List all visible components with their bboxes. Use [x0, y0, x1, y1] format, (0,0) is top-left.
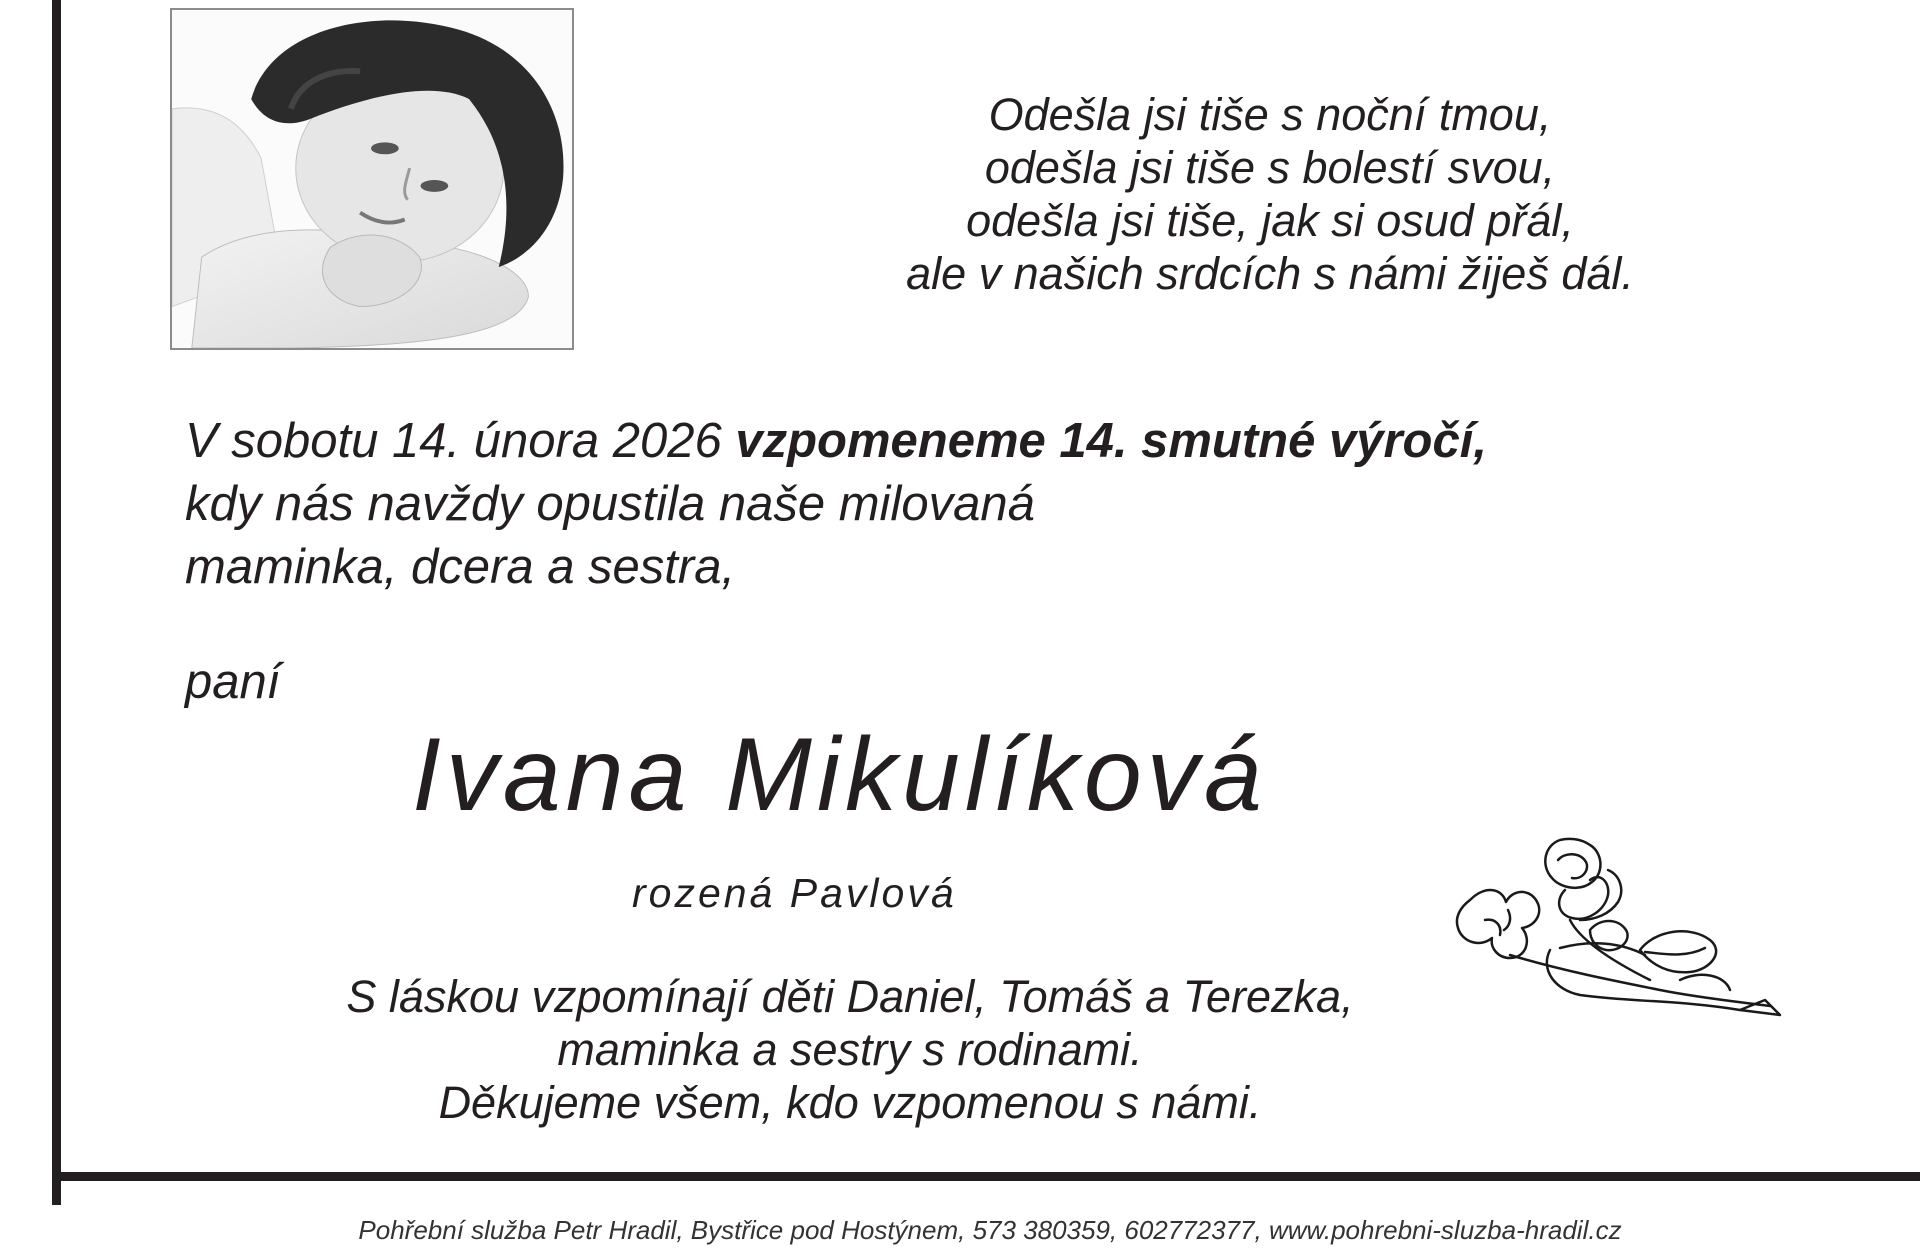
funeral-service-footer: Pohřební služba Petr Hradil, Bystřice pod Hostýnem, 573 380359, 602772377, www.pohrebni-sluzba-hradil.cz: [358, 1215, 1622, 1245]
frame-vertical-line: [52, 0, 61, 1205]
memorial-poem: [860, 88, 1680, 300]
announcement-line-1: [185, 410, 1685, 473]
announcement-line-2: kdy nás navždy opustila naše milovaná: [185, 477, 1035, 531]
maiden-name: rozená Pavlová: [632, 870, 957, 916]
closing-line: S láskou vzpomínají děti Daniel, Tomáš a Terezka,: [346, 971, 1354, 1022]
poem-line: odešla jsi tiše, jak si osud přál,: [966, 195, 1574, 246]
announcement-date: V sobotu 14. února 2026: [185, 414, 736, 468]
poem-line: Odešla jsi tiše s noční tmou,: [988, 89, 1552, 140]
poem-line: ale v našich srdcích s námi žiješ dál.: [906, 248, 1634, 299]
announcement-line-3: maminka, dcera a sestra,: [185, 540, 736, 594]
honorific: paní: [185, 655, 281, 709]
closing-text: [260, 970, 1440, 1129]
closing-line: Děkujeme všem, kdo vzpomenou s námi.: [438, 1077, 1262, 1128]
closing-line: maminka a sestry s rodinami.: [557, 1024, 1143, 1075]
announcement-anniversary: vzpomeneme 14. smutné výročí,: [735, 414, 1487, 468]
rose-icon: [1440, 830, 1800, 1040]
frame-horizontal-line: [52, 1172, 1920, 1181]
deceased-name: Ivana Mikulíková: [412, 717, 1267, 833]
announcement-text: [185, 410, 1685, 599]
poem-line: odešla jsi tiše s bolestí svou,: [984, 142, 1556, 193]
portrait-photo: [170, 8, 574, 350]
